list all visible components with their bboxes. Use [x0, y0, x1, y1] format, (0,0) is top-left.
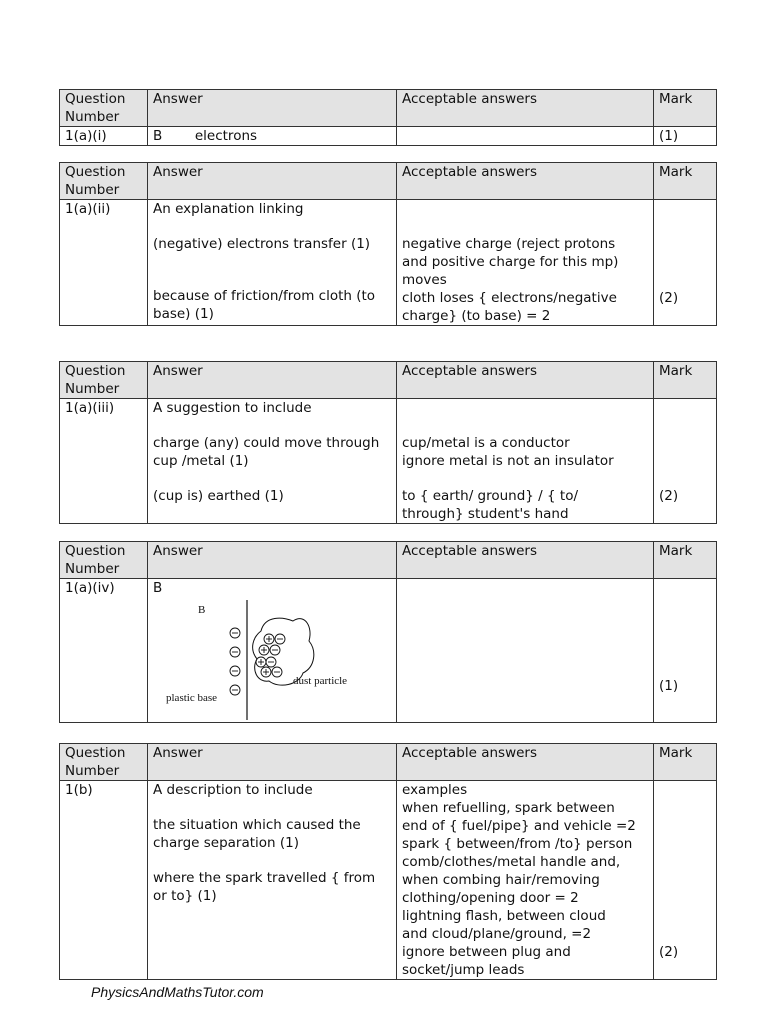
header-mark: Mark: [654, 90, 717, 127]
answer-line: charge separation (1): [153, 835, 300, 851]
header-acceptable: Acceptable answers: [397, 163, 654, 200]
table-1a-i: [59, 89, 717, 146]
answer-line: A description to include: [153, 782, 313, 798]
answer-line: because of friction/from cloth (to: [153, 288, 376, 304]
acceptable-cell: [397, 781, 654, 980]
acceptable-line: examples: [402, 782, 468, 798]
header-acceptable: Acceptable answers: [397, 90, 654, 127]
answer-text: electrons: [194, 128, 258, 144]
acceptable-line: socket/jump leads: [402, 962, 525, 978]
answer-line: (cup is) earthed (1): [153, 488, 284, 504]
answer-line: cup /metal (1): [153, 453, 249, 469]
acceptable-cell: [397, 127, 654, 146]
acceptable-cell: [397, 200, 654, 326]
header-question-number: Question Number: [60, 542, 148, 579]
mark-value: (2): [659, 944, 679, 960]
header-question-number: Question Number: [60, 163, 148, 200]
header-question-number: Question Number: [60, 744, 148, 781]
answer-line: where the spark travelled { from: [153, 870, 376, 886]
table-1b: [59, 743, 717, 980]
answer-cell: [148, 200, 397, 326]
header-answer: Answer: [148, 362, 397, 399]
header-question-number: Question Number: [60, 90, 148, 127]
acceptable-line: ignore metal is not an insulator: [402, 453, 614, 469]
answer-letter: B: [153, 128, 163, 144]
acceptable-line: lightning flash, between cloud: [402, 908, 606, 924]
mark-cell: [654, 200, 717, 326]
mark-value: (2): [659, 488, 679, 504]
acceptable-line: to { earth/ ground} / { to/: [402, 488, 579, 504]
mark-value: (1): [659, 678, 679, 694]
mark-cell: [654, 579, 717, 723]
header-answer: Answer: [148, 163, 397, 200]
question-number: 1(a)(i): [60, 127, 148, 146]
acceptable-cell: [397, 399, 654, 524]
diagram-label-plastic-base: plastic base: [166, 692, 218, 704]
acceptable-line: when refuelling, spark between: [402, 800, 615, 816]
acceptable-line: and cloud/plane/ground, =2: [402, 926, 592, 942]
answer-line: charge (any) could move through: [153, 435, 380, 451]
charge-diagram: [153, 597, 393, 722]
header-acceptable: Acceptable answers: [397, 542, 654, 579]
table-1a-iii: [59, 361, 717, 524]
acceptable-line: spark { between/from /to} person: [402, 836, 633, 852]
header-mark: Mark: [654, 744, 717, 781]
acceptable-line: through} student's hand: [402, 506, 569, 522]
acceptable-line: cloth loses { electrons/negative: [402, 290, 617, 306]
header-acceptable: Acceptable answers: [397, 362, 654, 399]
acceptable-line: clothing/opening door = 2: [402, 890, 579, 906]
acceptable-line: comb/clothes/metal handle and,: [402, 854, 621, 870]
header-mark: Mark: [654, 163, 717, 200]
question-number: 1(b): [60, 781, 148, 980]
mark-cell: [654, 399, 717, 524]
diagram-label-b: B: [198, 604, 206, 616]
acceptable-line: ignore between plug and: [402, 944, 571, 960]
answer-line: the situation which caused the: [153, 817, 361, 833]
mark-cell: (1): [654, 127, 717, 146]
header-question-number: Question Number: [60, 362, 148, 399]
answer-cell: [148, 399, 397, 524]
question-number: 1(a)(iv): [60, 579, 148, 723]
answer-line: A suggestion to include: [153, 400, 312, 416]
header-acceptable: Acceptable answers: [397, 744, 654, 781]
table-1a-ii: [59, 162, 717, 326]
answer-cell: [148, 579, 397, 723]
acceptable-line: when combing hair/removing: [402, 872, 600, 888]
question-number: 1(a)(iii): [60, 399, 148, 524]
mark-cell: [654, 781, 717, 980]
header-answer: Answer: [148, 542, 397, 579]
header-answer: Answer: [148, 744, 397, 781]
header-mark: Mark: [654, 542, 717, 579]
footer-source: PhysicsAndMathsTutor.com: [91, 984, 264, 1000]
answer-line: (negative) electrons transfer (1): [153, 236, 371, 252]
diagram-label-dust-particle: dust particle: [293, 675, 348, 687]
acceptable-line: end of { fuel/pipe} and vehicle =2: [402, 818, 636, 834]
acceptable-line: charge} (to base) = 2: [402, 308, 551, 324]
header-mark: Mark: [654, 362, 717, 399]
acceptable-cell: [397, 579, 654, 723]
acceptable-line: and positive charge for this mp): [402, 254, 619, 270]
answer-line: base) (1): [153, 306, 214, 322]
answer-line: An explanation linking: [153, 201, 304, 217]
mark-value: (2): [659, 290, 679, 306]
acceptable-line: negative charge (reject protons: [402, 236, 616, 252]
answer-line: B: [153, 580, 163, 596]
acceptable-line: cup/metal is a conductor: [402, 435, 570, 451]
answer-cell: [148, 781, 397, 980]
question-number: 1(a)(ii): [60, 200, 148, 326]
answer-line: or to} (1): [153, 888, 217, 904]
acceptable-line: moves: [402, 272, 447, 288]
answer-cell: [148, 127, 397, 146]
table-1a-iv: [59, 541, 717, 723]
header-answer: Answer: [148, 90, 397, 127]
